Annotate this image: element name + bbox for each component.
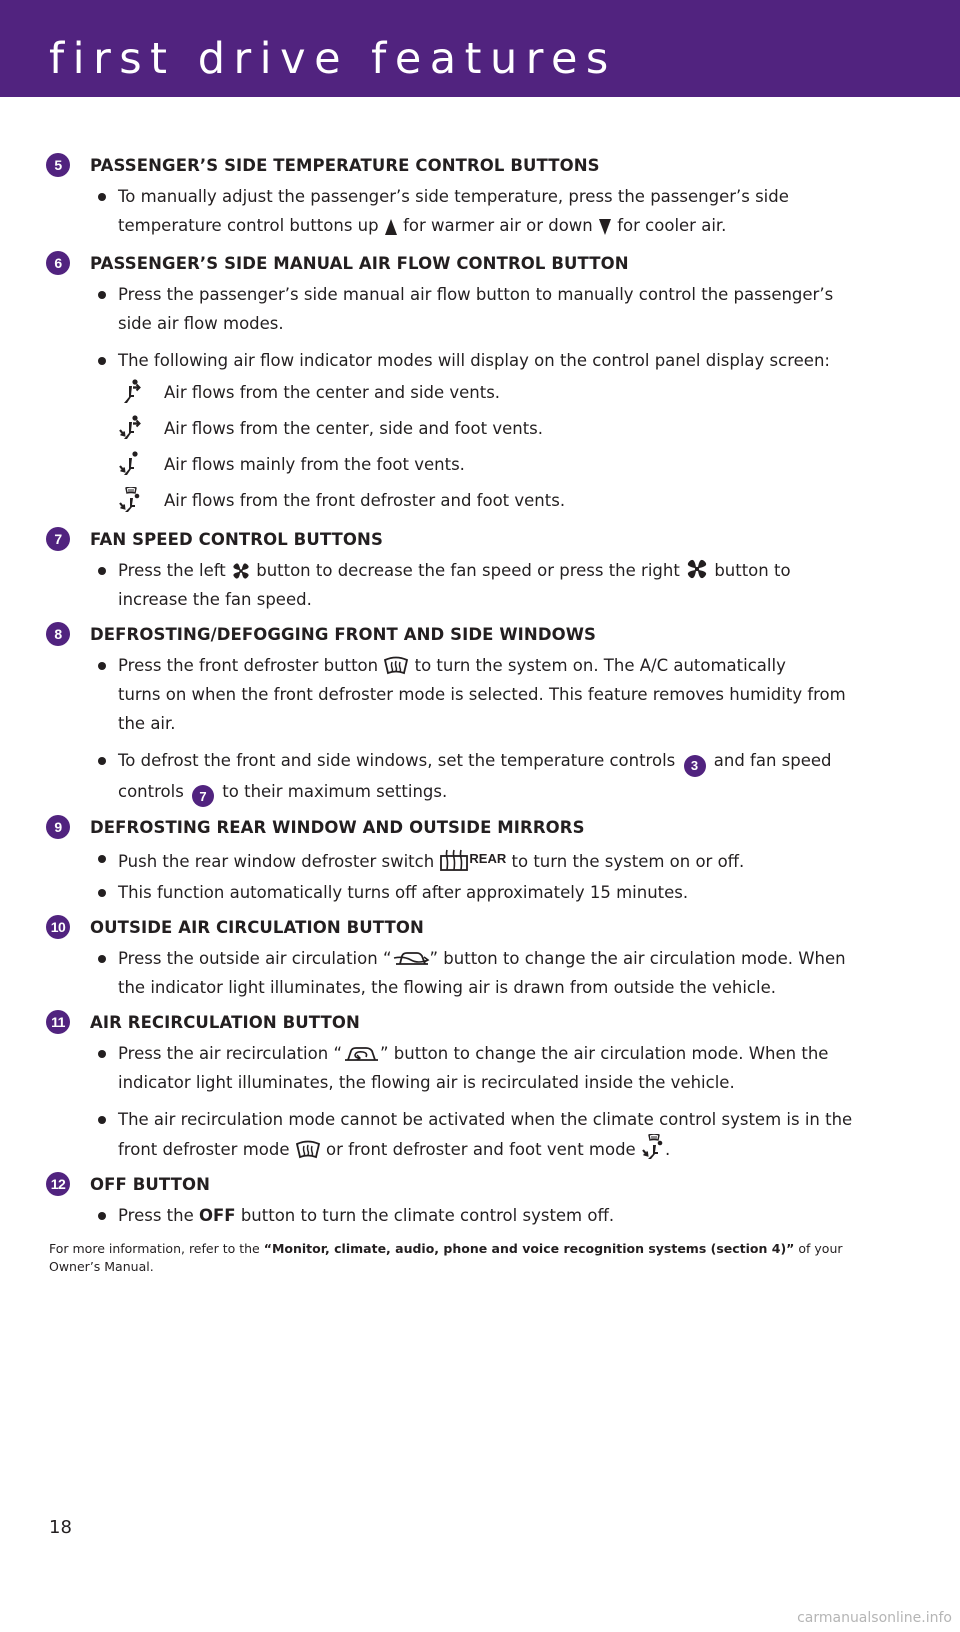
airflow-defrost-foot-icon [118,487,142,513]
bullet-item: To manually adjust the passenger’s side temperature, press the passenger’s side temperature control buttons up for warmer air or down for cooler air. [46,182,926,240]
bullet-item: This function automatically turns off after approximately 15 minutes. [46,878,926,907]
fan-small-icon [231,561,251,581]
section-number: 10 [46,915,70,939]
fan-large-icon [685,557,709,581]
section-title: PASSENGER’S SIDE TEMPERATURE CONTROL BUTTONS [90,155,600,175]
content [46,150,926,1235]
recirculation-icon [342,1044,380,1064]
section-8 [46,619,926,807]
footnote: For more information, refer to the “Monitor, climate, audio, phone and voice recognition systems (section 4)” of your Owner’s Manual. [49,1241,843,1274]
section-5 [46,150,926,240]
triangle-up-icon [384,218,398,236]
section-7 [46,524,926,614]
defrost-foot-icon [641,1134,665,1160]
airflow-mode-foot: Air flows mainly from the foot vents. [46,447,926,483]
bullet-item: Press the passenger’s side manual air flow button to manually control the passenger’s side air flow modes. [46,280,926,338]
bullet-item: Press the front defroster button to turn the system on. The A/C automatically turns on when the front defroster mode is selected. This feature removes humidity from the air. [46,651,926,738]
page-number: 18 [49,1517,72,1538]
section-title: OFF BUTTON [90,1174,211,1194]
airflow-mode-bilevel: Air flows from the center, side and foot vents. [46,411,926,447]
section-9 [46,812,926,907]
section-title: OUTSIDE AIR CIRCULATION BUTTON [90,917,424,937]
section-reference: 3 [684,755,706,777]
section-number: 12 [46,1172,70,1196]
section-number: 6 [46,251,70,275]
section-11 [46,1007,926,1164]
section-title: DEFROSTING/DEFOGGING FRONT AND SIDE WINDOWS [90,624,597,644]
bullet-item: Press the air recirculation “ ” button to change the air circulation mode. When the indicator light illuminates, the flowing air is recirculated inside the vehicle. [46,1039,926,1097]
bullet-item: Press the OFF button to turn the climate control system off. [46,1201,926,1230]
airflow-face-icon [118,379,142,405]
rear-defroster-icon: REAR [439,852,511,871]
bullet-item: The air recirculation mode cannot be activated when the climate control system is in the front defroster mode or front defroster and foot vent mode . [46,1105,926,1164]
section-title: PASSENGER’S SIDE MANUAL AIR FLOW CONTROL BUTTON [90,253,629,273]
front-defroster-icon [383,656,409,676]
airflow-foot-icon [118,451,142,477]
airflow-mode-defrost-foot: Air flows from the front defroster and foot vents. [46,483,926,519]
page-header [0,0,960,97]
page-title: first drive features [49,34,617,84]
section-number: 11 [46,1010,70,1034]
triangle-down-icon [598,218,612,236]
bullet-item: Press the left button to decrease the fan speed or press the right button to increase the fan speed. [46,556,926,614]
section-title: DEFROSTING REAR WINDOW AND OUTSIDE MIRRORS [90,817,585,837]
section-title: FAN SPEED CONTROL BUTTONS [90,529,383,549]
outside-air-icon [392,949,430,969]
section-6 [46,248,926,519]
section-number: 7 [46,527,70,551]
bullet-item: The following air flow indicator modes will display on the control panel display screen: [46,346,926,375]
section-reference: 7 [192,785,214,807]
section-number: 8 [46,622,70,646]
bullet-item: Press the outside air circulation “ ” button to change the air circulation mode. When the indicator light illuminates, the flowing air is drawn from outside the vehicle. [46,944,926,1002]
section-number: 9 [46,815,70,839]
watermark: carmanualsonline.info [797,1610,952,1626]
section-12 [46,1169,926,1230]
airflow-face-foot-icon [118,415,142,441]
bullet-item: To defrost the front and side windows, set the temperature controls 3 and fan speed controls 7 to their maximum settings. [46,746,926,807]
section-number: 5 [46,153,70,177]
bullet-item: Push the rear window defroster switch $^{REAR}$ to turn the system on or off. [46,844,926,876]
airflow-mode-face: Air flows from the center and side vents. [46,375,926,411]
section-10 [46,912,926,1002]
section-title: AIR RECIRCULATION BUTTON [90,1012,360,1032]
front-defroster-icon [295,1140,321,1160]
